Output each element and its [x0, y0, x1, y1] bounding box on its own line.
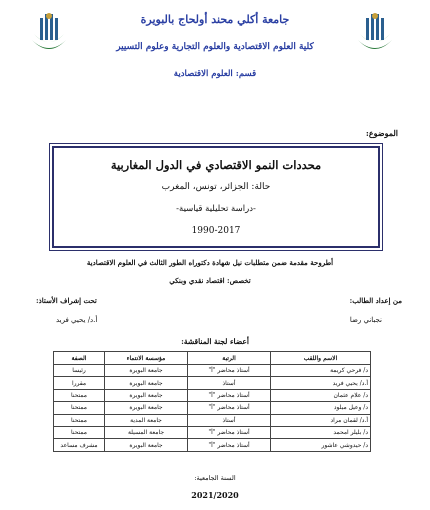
- member-rank: أستاذ محاضر "أ": [188, 365, 271, 377]
- study-period: 1990-2017: [191, 226, 241, 236]
- column-header-name: الاسم واللقب: [271, 352, 371, 365]
- member-name: أ.د/ لقمان مراد: [271, 414, 371, 426]
- academic-year-value: 2021/2020: [191, 490, 239, 500]
- member-name: د/ بليلر امحمد: [271, 426, 371, 438]
- department-name: قسم: العلوم الاقتصادية: [173, 69, 257, 79]
- member-role: ممتحنا: [54, 402, 105, 414]
- table-row: [54, 426, 371, 438]
- jury-title: أعضاء لجنة المناقشة:: [181, 337, 249, 346]
- member-name: د/ حيدوشي عاشور: [271, 439, 371, 451]
- member-institution: جامعة البويرة: [105, 389, 188, 401]
- supervisor-label: تحت إشراف الأستاذ:: [36, 296, 97, 305]
- member-role: مشرف مساعد: [54, 439, 105, 451]
- member-rank: أستاذ محاضر "أ": [188, 389, 271, 401]
- jury-header-row: [54, 352, 371, 365]
- member-institution: جامعة البويرة: [105, 365, 188, 377]
- table-row: [54, 402, 371, 414]
- table-row: [54, 389, 371, 401]
- column-header-role: الصفة: [54, 352, 105, 365]
- table-row: [54, 365, 371, 377]
- faculty-name: كلية العلوم الاقتصادية والعلوم التجارية وعلوم التسيير: [116, 42, 314, 52]
- member-institution: جامعة البويرة: [105, 439, 188, 451]
- jury-table: [53, 351, 371, 452]
- academic-year-label: السنة الجامعية:: [194, 474, 236, 482]
- column-header-rank: الرتبة: [188, 352, 271, 365]
- university-name: جامعة أكلي محند أولحاج بالبويرة: [140, 13, 290, 26]
- member-role: ممتحنا: [54, 414, 105, 426]
- member-rank: أستاذ: [188, 377, 271, 389]
- student-name: نجباني رضا: [349, 316, 382, 324]
- member-name: د/ وعيل ميلود: [271, 402, 371, 414]
- member-name: أ.د/ يحيي فريد: [271, 377, 371, 389]
- member-institution: جامعة البويرة: [105, 402, 188, 414]
- table-row: [54, 414, 371, 426]
- member-role: مقررا: [54, 377, 105, 389]
- table-row: [54, 377, 371, 389]
- member-role: رئيسا: [54, 365, 105, 377]
- table-row: [54, 439, 371, 451]
- member-rank: أستاذ: [188, 414, 271, 426]
- member-role: ممتحنا: [54, 426, 105, 438]
- thesis-title: محددات النمو الاقتصادي في الدول المغاربية: [110, 158, 322, 172]
- case-study-line: حالة: الجزائر، تونس، المغرب: [161, 182, 271, 192]
- prepared-by-label: من إعداد الطالب:: [349, 296, 402, 305]
- supervisor-name: أ.د/ يحيي فريد: [56, 316, 98, 324]
- member-institution: جامعة المدية: [105, 414, 188, 426]
- subject-label: الموضوع:: [365, 128, 398, 138]
- member-rank: أستاذ محاضر "أ": [188, 439, 271, 451]
- column-header-institution: مؤسسة الانتماء: [105, 352, 188, 365]
- member-rank: أستاذ محاضر "أ": [188, 426, 271, 438]
- member-institution: جامعة المسيلة: [105, 426, 188, 438]
- member-name: د/ فرحي كريمة: [271, 365, 371, 377]
- member-institution: جامعة البويرة: [105, 377, 188, 389]
- thesis-description: أطروحة مقدمة ضمن متطلبات نيل شهادة دكتوراه الطور الثالث في العلوم الاقتصادية: [86, 258, 334, 267]
- member-role: ممتحنا: [54, 389, 105, 401]
- member-name: د/ علام عثمان: [271, 389, 371, 401]
- specialty-line: تخصص: اقتصاد نقدي وبنكي: [169, 276, 251, 285]
- title-box: [52, 146, 380, 248]
- member-rank: أستاذ محاضر "أ": [188, 402, 271, 414]
- study-type-line: -دراسة تحليلية قياسية-: [176, 204, 256, 214]
